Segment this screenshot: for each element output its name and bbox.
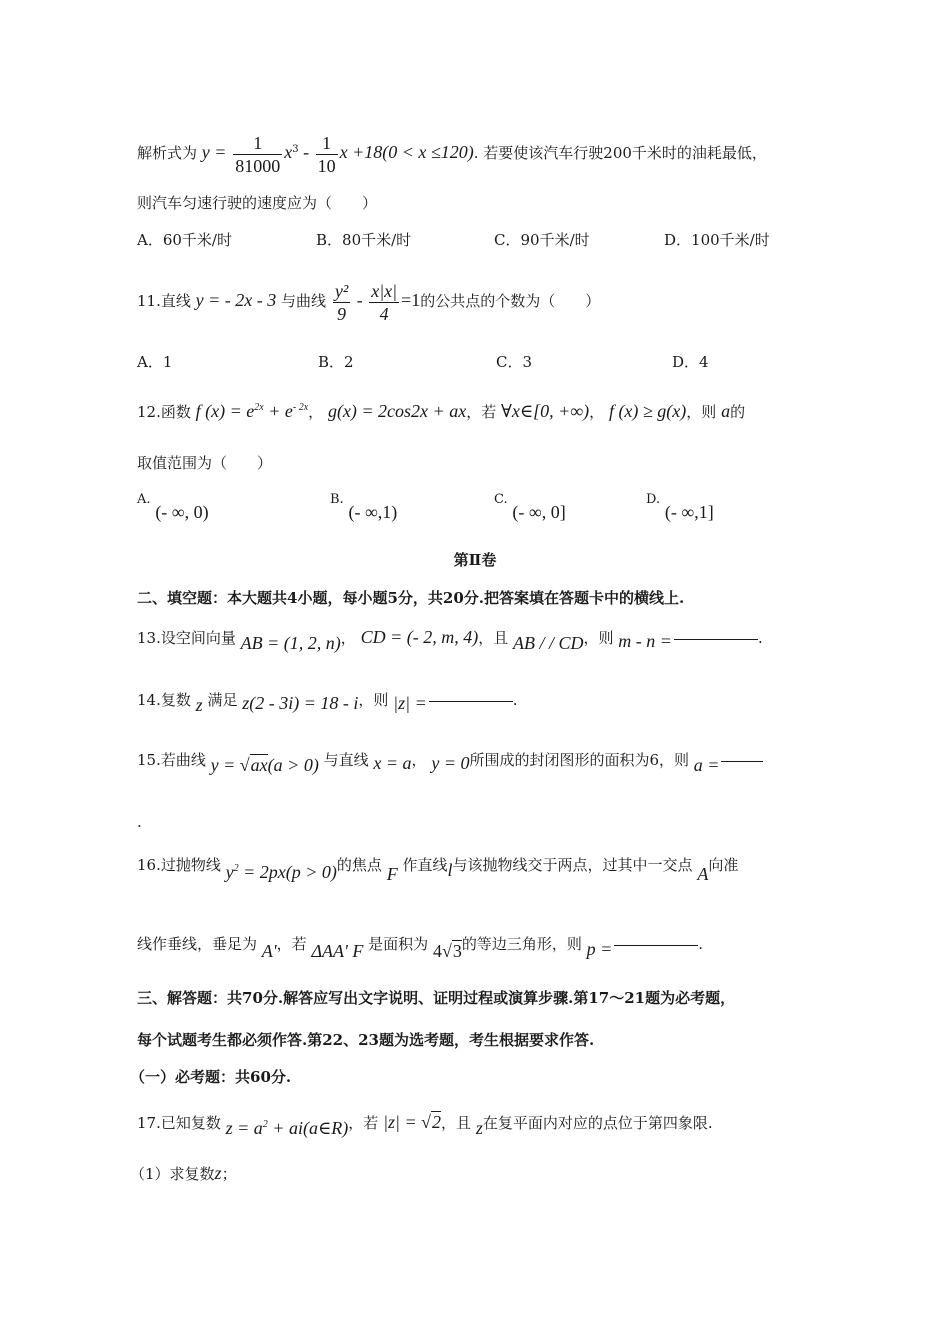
q10-option-d: D．100千米/时 <box>664 231 770 249</box>
q10-rest: x +18(0 < x ≤120) <box>339 142 474 162</box>
q12-forall: ∀x∈[0, +∞) <box>500 401 590 421</box>
q12-option-d: D. (- ∞,1] <box>646 492 714 522</box>
q16-answer-blank[interactable] <box>614 945 698 946</box>
q11-line-equation: y = - 2x - 3 <box>195 290 277 310</box>
q17-part1: （1）求复数z； <box>130 1163 237 1183</box>
q15-curve: y = √ax(a > 0) <box>210 755 319 775</box>
q10-line2: 则汽车匀速行驶的速度应为（ ） <box>137 194 378 212</box>
q12-line1: 12.函数 f $(x) = e^{2x} + e^{- 2x}$， g(x) = 2cos2x + ax，若 ∀x∈[0, +∞)， f (x) ≥ g(x)，则 a的 <box>137 401 746 421</box>
q15-line: 15.若曲线 y = √ax(a > 0) 与直线 x = a， y = 0所围成的封闭图形的面积为6，则 a = <box>137 744 763 780</box>
q10-y-eq: y = <box>201 142 227 162</box>
section3-heading-line1: 三、解答题：共70分.解答应写出文字说明、证明过程或演算步骤.第17～21题为必考题， <box>137 989 736 1007</box>
q12-option-b: B. (- ∞,1) <box>330 492 398 522</box>
q10-line1: 解析式为 y = $\frac{1}{81000}$ $x^3$ - $\frac{1}{10}$ x +18(0 < x ≤120). 若要使该汽车行驶200千米时的油耗最低， <box>137 132 767 176</box>
q16-line2: 线作垂线，垂足为 A'，若 ΔAA' F 是面积为 4√3的等边三角形，则 p = . <box>137 935 704 961</box>
q13-vector-ab: AB = (1, 2, n) <box>240 633 341 653</box>
q11-option-b: B．2 <box>318 353 354 371</box>
q17-modulus: |z| = √2 <box>383 1112 442 1132</box>
q12-f-definition: f $(x) = e^{2x} + e^{- 2x}$ <box>195 401 309 421</box>
q16-area: 4√3 <box>432 941 462 961</box>
q12-line2: 取值范围为（ ） <box>137 454 273 472</box>
section2-heading: 二、填空题：本大题共4小题，每小题5分，共20分.把答案填在答题卡中的横线上. <box>137 589 685 607</box>
q11-option-a: A．1 <box>137 353 173 371</box>
q12-option-c: C. (- ∞, 0] <box>494 492 566 522</box>
q12-option-a: A. (- ∞, 0) <box>137 492 209 522</box>
q10-fraction-2: $\frac{1}{10}$ <box>317 132 336 176</box>
q15-dot: . <box>137 813 142 831</box>
q10-fraction-1: $\frac{1}{81000}$ <box>235 132 281 176</box>
part2-title: 第Ⅱ卷 <box>453 551 497 569</box>
q11-line1: 11.直线 y = - 2x - 3 与曲线 $\frac{\text{y²}}{9}$ - $\frac{x|x|}{4}$ =1的公共点的个数为（ ） <box>137 280 601 324</box>
subsection1-heading: （一）必考题：共60分. <box>130 1068 292 1086</box>
q15-answer-blank[interactable] <box>721 761 763 762</box>
q12-inequality: f (x) ≥ g(x) <box>608 401 687 421</box>
section3-heading-line2: 每个试题考生都必须作答.第22、23题为选考题，考生根据要求作答. <box>137 1031 595 1049</box>
q13-answer-blank[interactable] <box>674 639 758 640</box>
q14-answer-blank[interactable] <box>429 701 513 702</box>
q14-equation: z(2 - 3i) = 18 - i <box>242 693 359 713</box>
q13-parallel: AB / / CD <box>513 633 584 653</box>
q16-triangle: ΔAA' F <box>311 941 364 961</box>
q16-parabola: $y^2 = 2px(p > 0)$ <box>225 862 337 882</box>
q10-option-c: C．90千米/时 <box>494 231 590 249</box>
q11-option-d: D．4 <box>672 353 709 371</box>
q13-vector-cd: CD = (- 2, m, 4) <box>360 627 479 647</box>
q10-option-a: A．60千米/时 <box>137 231 232 249</box>
q10-suffix: . 若要使该汽车行驶200千米时的油耗最低， <box>473 144 767 162</box>
q14-line: 14.复数 z 满足 z(2 - 3i) = 18 - i，则 |z| = . <box>137 691 518 715</box>
q13-line: 13.设空间向量 AB = (1, 2, n)， CD = (- 2, m, 4)，且 AB / / CD，则 m - n = . <box>137 627 763 653</box>
q11-fraction-2: $\frac{x|x|}{4}$ <box>371 280 398 324</box>
q11-fraction-1: $\frac{\text{y²}}{9}$ <box>334 280 349 324</box>
q16-line1: 16.过抛物线 $y^2 = 2px(p > 0)$的焦点 F 作直线l与该抛物线交于两点，过其中一交点 A向准 <box>137 856 739 884</box>
q10-prefix: 解析式为 <box>137 144 198 162</box>
q12-g-definition: g(x) = 2cos2x + ax <box>327 401 467 421</box>
q11-option-c: C．3 <box>496 353 533 371</box>
q17-z-definition: $z = a^2$ + ai(a∈R) <box>225 1118 349 1138</box>
q10-option-b: B．80千米/时 <box>316 231 412 249</box>
q17-line: 17.已知复数 $z = a^2$ + ai(a∈R)，若 |z| = √2，且 z在复平面内对应的点位于第四象限. <box>137 1112 713 1138</box>
